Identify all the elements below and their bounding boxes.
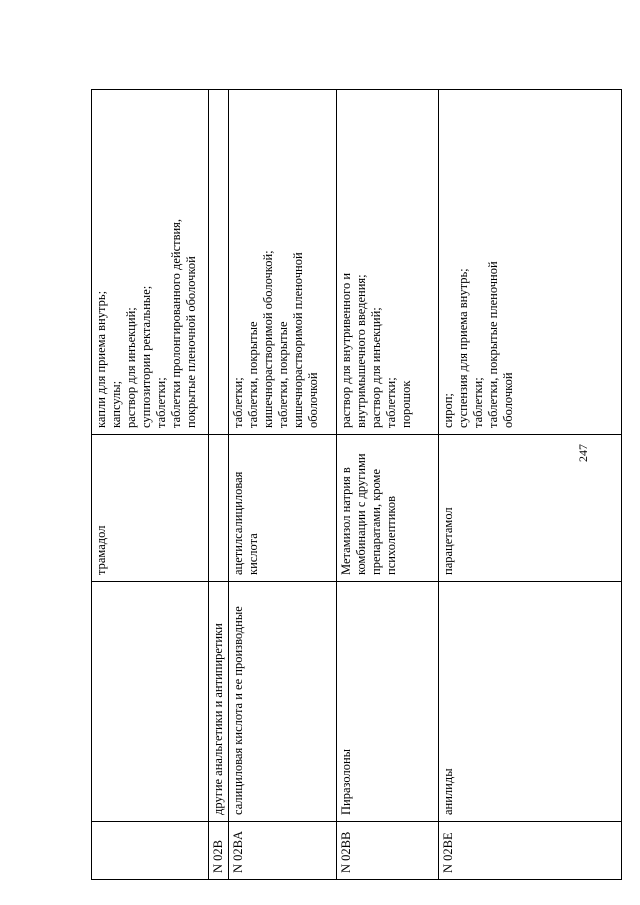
dosage-forms-cell <box>337 90 439 435</box>
dosage-form-line: таблетки, покрытые <box>246 321 260 428</box>
table-row <box>229 90 337 880</box>
dosage-forms-cell <box>229 90 337 435</box>
dosage-form-line: таблетки, покрытые <box>276 321 290 428</box>
atc-code-cell <box>92 822 209 880</box>
atc-code-cell: N 02B <box>209 822 229 880</box>
dosage-form-line: оболочкой <box>306 372 320 428</box>
dosage-form-line: раствор для инъекций; <box>124 307 138 428</box>
dosage-form-line: раствор для инъекций; <box>369 307 383 428</box>
dosage-form-line: внутримышечного введения; <box>354 274 368 428</box>
dosage-form-line: раствор для внутривенного и <box>339 272 353 428</box>
dosage-form-line: таблетки, покрытые пленочной <box>486 261 500 428</box>
group-cell: салициловая кислота и ее производные <box>229 582 337 822</box>
dosage-form-line: покрытые пленочной оболочкой <box>184 256 198 428</box>
page-number: 247 <box>576 444 590 462</box>
dosage-form-line: таблетки; <box>231 377 245 428</box>
substance-cell: Метамизол натрия в комбинации с другими препаратами, кроме психолептиков <box>337 435 439 582</box>
substance-cell: ацетилсалициловая кислота <box>229 435 337 582</box>
dosage-form-line: капсулы; <box>109 380 123 428</box>
drug-classification-table <box>91 89 622 880</box>
group-cell: Пиразолоны <box>337 582 439 822</box>
table-row <box>439 90 622 880</box>
dosage-form-line: таблетки; <box>471 377 485 428</box>
dosage-form-line: таблетки; <box>154 377 168 428</box>
dosage-forms-cell <box>439 90 622 435</box>
atc-code-cell: N 02BB <box>337 822 439 880</box>
group-cell: анилиды <box>439 582 622 822</box>
dosage-form-line: суппозитории ректальные; <box>139 285 153 428</box>
atc-code-cell: N 02BA <box>229 822 337 880</box>
atc-code-cell: N 02BE <box>439 822 622 880</box>
table-row <box>209 90 229 880</box>
rotated-table-region <box>91 90 622 880</box>
substance-cell: парацетамол <box>439 435 622 582</box>
dosage-form-line: таблетки; <box>384 377 398 428</box>
dosage-form-line: таблетки пролонгированного действия, <box>169 218 183 428</box>
dosage-form-line: кишечнорастворимой оболочкой; <box>261 250 275 428</box>
substance-cell <box>209 435 229 582</box>
substance-cell: трамадол <box>92 435 209 582</box>
dosage-form-line: сироп; <box>441 393 455 428</box>
group-cell <box>92 582 209 822</box>
dosage-form-line: кишечнорастворимой пленочной <box>291 252 305 428</box>
dosage-form-line: суспензия для приема внутрь; <box>456 268 470 428</box>
dosage-form-line: порошок <box>399 380 413 428</box>
dosage-forms-cell <box>209 90 229 435</box>
table-row <box>92 90 209 880</box>
group-cell: другие анальгетики и антипиретики <box>209 582 229 822</box>
dosage-forms-cell <box>92 90 209 435</box>
dosage-form-line: оболочкой <box>501 372 515 428</box>
table-row <box>337 90 439 880</box>
dosage-form-line: капли для приема внутрь; <box>94 290 108 428</box>
